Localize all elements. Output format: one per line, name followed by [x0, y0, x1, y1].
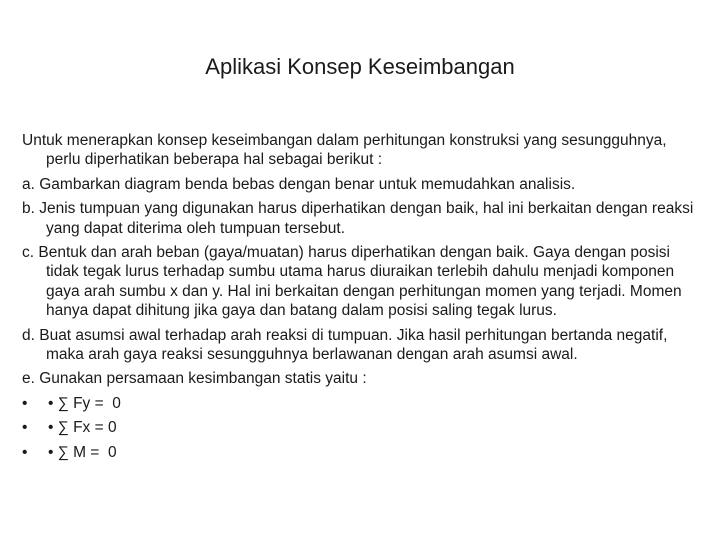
bullet-icon: • [22, 419, 28, 437]
point-e: e. Gunakan persamaan kesimbangan statis yaitu : [22, 370, 367, 388]
slide-title: Aplikasi Konsep Keseimbangan [205, 54, 515, 79]
point-d: d. Buat asumsi awal terhadap arah reaksi di tumpuan. Jika hasil perhitungan bertanda negatif, maka arah gaya reaksi sesungguhnya berlawanan dengan arah asumsi awal. [22, 326, 668, 364]
equation-text: • ∑ Fy = 0 [48, 394, 121, 412]
equation-fy [22, 394, 702, 413]
equation-m [22, 443, 702, 462]
equation-text: • ∑ M = 0 [48, 443, 117, 461]
bullet-icon: • [22, 443, 28, 461]
point-a: a. Gambarkan diagram benda bebas dengan benar untuk memudahkan analisis. [22, 175, 576, 193]
bullet-icon: • [22, 394, 28, 412]
point-b: b. Jenis tumpuan yang digunakan harus diperhatikan dengan baik, hal ini berkaitan dengan reaksi yang dapat diterima oleh tumpuan tersebut. [22, 200, 694, 237]
point-c: c. Bentuk dan arah beban (gaya/muatan) harus diperhatikan dengan baik. Gaya dengan posisi tidak tegak lurus terhadap sumbu utama harus diuraikan terlebih dahulu menjadi komponen gaya arah sumbu x dan y. Hal ini berkaitan dengan perhitungan momen yang terjadi. Momen hanya dapat dihitung jika gaya dan batang dalam posisi saling tegak lurus. [22, 244, 682, 320]
intro-paragraph: Untuk menerapkan konsep keseimbangan dalam perhitungan konstruksi yang sesungguhnya, perlu diperhatikan beberapa hal sebagai berikut : [22, 132, 667, 169]
slide-body [22, 131, 702, 467]
equation-text: • ∑ Fx = 0 [48, 419, 117, 437]
equation-fx [22, 418, 702, 437]
